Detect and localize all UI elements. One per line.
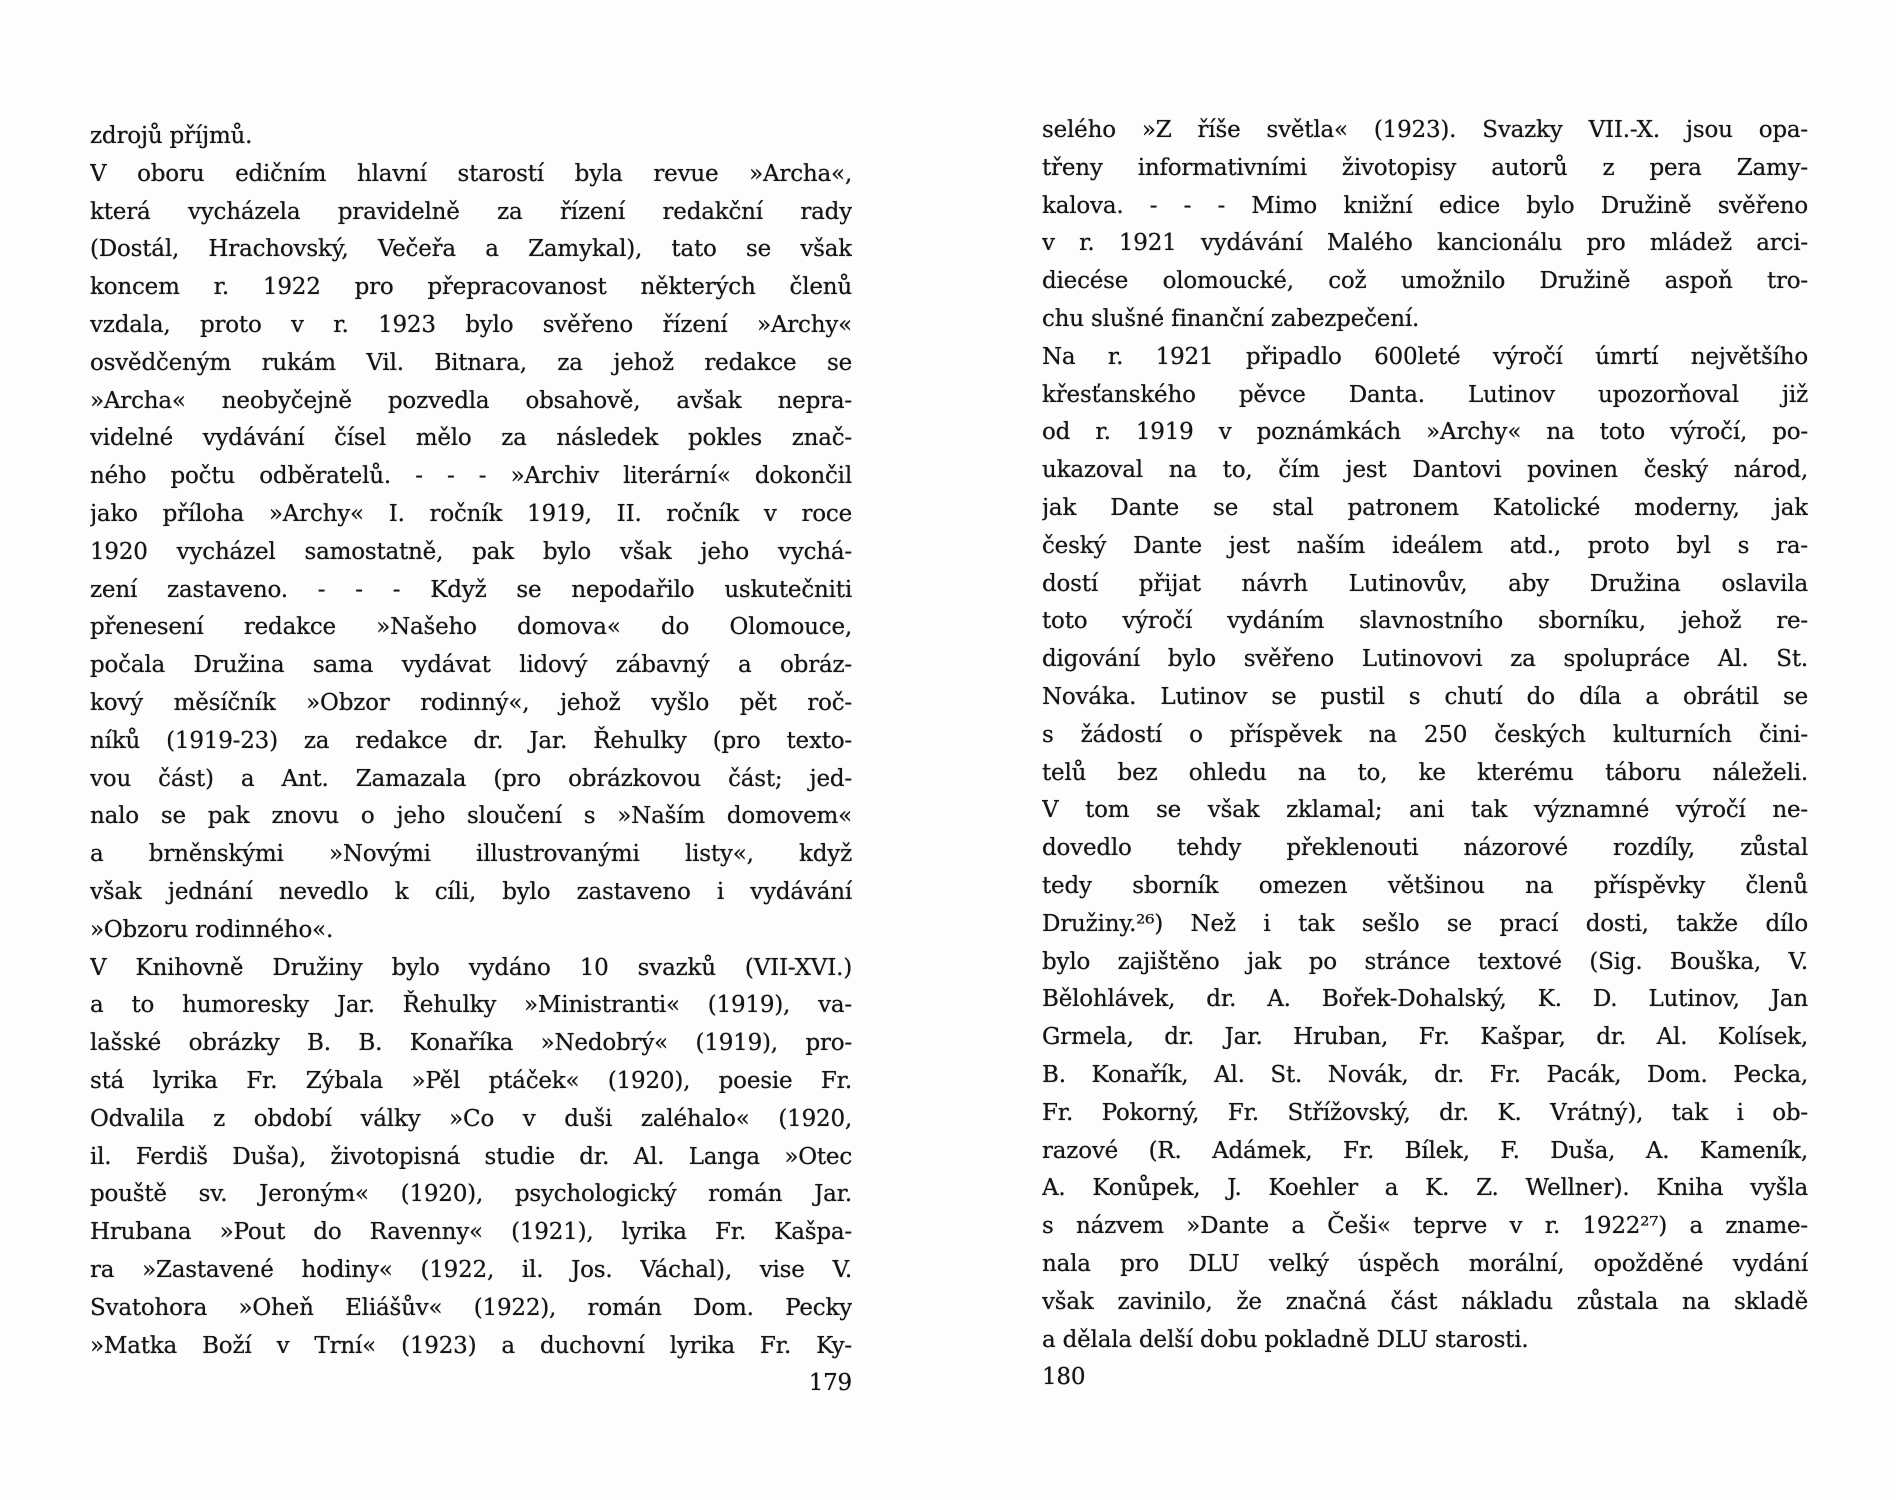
text-line: český Dante jest naším ideálem atd., proto byl s ra-: [1042, 532, 1808, 559]
text-line: 1920 vycházel samostatně, pak bylo však jeho vychá-: [90, 538, 852, 565]
text-line: od r. 1919 v poznámkách »Archy« na toto výročí, po-: [1042, 419, 1808, 446]
text-line: Bělohlávek, dr. A. Bořek-Dohalský, K. D. Lutinov, Jan: [1042, 986, 1808, 1013]
text-line: toto výročí vydáním slavnostního sborníku, jehož re-: [1042, 608, 1808, 635]
page-number: 179: [808, 1370, 852, 1397]
text-line: chu slušné finanční zabezpečení.: [1042, 305, 1420, 332]
text-line: s názvem »Dante a Češi« teprve v r. 1922²⁷) a zname-: [1042, 1213, 1808, 1240]
text-line: bylo zajištěno jak po stránce textové (Sig. Bouška, V.: [1042, 948, 1808, 975]
text-line: pouště sv. Jeroným« (1920), psychologický román Jar.: [90, 1181, 852, 1208]
text-line: kový měsíčník »Obzor rodinný«, jehož vyšlo pět roč-: [90, 689, 852, 716]
text-line: zdrojů příjmů.: [90, 123, 253, 149]
text-line: třeny informativními životopisy autorů z pera Zamy-: [1042, 154, 1808, 181]
text-line: s žádostí o příspěvek na 250 českých kulturních čini-: [1042, 721, 1808, 748]
text-line: razové (R. Adámek, Fr. Bílek, F. Duša, A. Kameník,: [1042, 1137, 1808, 1164]
book-page-179: [90, 118, 852, 1403]
text-line: zení zastaveno. - - - Když se nepodařilo uskutečniti: [90, 576, 852, 603]
text-line: níků (1919-23) za redakce dr. Jar. Řehulky (pro texto-: [90, 727, 852, 754]
text-line: a dělala delší dobu pokladně DLU starosti.: [1042, 1326, 1529, 1353]
text-line: ného počtu odběratelů. - - - »Archiv literární« dokončil: [90, 463, 852, 490]
text-line: »Matka Boží v Trní« (1923) a duchovní lyrika Fr. Ky-: [90, 1332, 852, 1359]
text-line: však zavinilo, že značná část nákladu zůstala na skladě: [1042, 1288, 1808, 1315]
text-line: koncem r. 1922 pro přepracovanost některých členů: [90, 274, 852, 301]
text-line: lašské obrázky B. B. Konaříka »Nedobrý« (1919), pro-: [90, 1030, 852, 1057]
text-line: tedy sborník omezen většinou na příspěvky členů: [1042, 872, 1808, 899]
text-line: Fr. Pokorný, Fr. Střížovský, dr. K. Vrátný), tak i ob-: [1042, 1099, 1808, 1126]
text-line: Nováka. Lutinov se pustil s chutí do díla a obrátil se: [1042, 683, 1808, 710]
text-line: videlné vydávání čísel mělo za následek pokles znač-: [90, 425, 852, 452]
text-line: jako příloha »Archy« I. ročník 1919, II. ročník v roce: [90, 500, 852, 527]
text-line: nalo se pak znovu o jeho sloučení s »Naším domovem«: [90, 803, 852, 830]
text-line: selého »Z říše světla« (1923). Svazky VII.-X. jsou opa-: [1042, 117, 1808, 143]
text-line: kalova. - - - Mimo knižní edice bylo Družině svěřeno: [1042, 192, 1808, 219]
text-line: vou část) a Ant. Zamazala (pro obrázkovou část; jed-: [90, 765, 852, 792]
text-line: V Knihovně Družiny bylo vydáno 10 svazků (VII-XVI.): [90, 954, 852, 981]
text-line: a to humoresky Jar. Řehulky »Ministranti« (1919), va-: [90, 992, 852, 1019]
text-line: Odvalila z období války »Co v duši zaléhalo« (1920,: [90, 1105, 852, 1132]
text-line: osvědčeným rukám Vil. Bitnara, za jehož redakce se: [90, 349, 852, 376]
text-line: nala pro DLU velký úspěch morální, opožděné vydání: [1042, 1250, 1808, 1277]
text-line: V oboru edičním hlavní starostí byla revue »Archa«,: [90, 160, 852, 187]
text-line: Hrubana »Pout do Ravenny« (1921), lyrika Fr. Kašpa-: [90, 1219, 852, 1246]
text-line: dovedlo tehdy překlenouti názorové rozdíly, zůstal: [1042, 835, 1808, 862]
text-line: ukazoval na to, čím jest Dantovi povinen český národ,: [1042, 457, 1808, 484]
text-line: B. Konařík, Al. St. Novák, dr. Fr. Pacák, Dom. Pecka,: [1042, 1061, 1808, 1088]
text-line: přenesení redakce »Našeho domova« do Olomouce,: [90, 614, 852, 641]
text-line: (Dostál, Hrachovský, Večeřa a Zamykal), tato se však: [90, 236, 852, 263]
text-line: »Archa« neobyčejně pozvedla obsahově, avšak nepra-: [90, 387, 852, 414]
text-line: »Obzoru rodinného«.: [90, 916, 334, 943]
text-line: diecése olomoucké, což umožnilo Družině aspoň tro-: [1042, 268, 1808, 295]
text-line: stá lyrika Fr. Zýbala »Pěl ptáček« (1920), poesie Fr.: [90, 1067, 852, 1094]
text-line: Svatohora »Oheň Eliášův« (1922), román Dom. Pecky: [90, 1294, 852, 1321]
text-line: ra »Zastavené hodiny« (1922, il. Jos. Váchal), vise V.: [90, 1256, 852, 1283]
text-line: il. Ferdiš Duša), životopisná studie dr. Al. Langa »Otec: [90, 1143, 852, 1170]
text-line: však jednání nevedlo k cíli, bylo zastaveno i vydávání: [90, 878, 852, 905]
text-line: a brněnskými »Novými illustrovanými listy«, když: [90, 841, 852, 868]
book-page-180: [1042, 112, 1808, 1397]
text-line: Na r. 1921 připadlo 600leté výročí úmrtí největšího: [1042, 343, 1808, 370]
text-line: která vycházela pravidelně za řízení redakční rady: [90, 198, 852, 225]
text-line: vzdala, proto v r. 1923 bylo svěřeno řízení »Archy«: [90, 311, 852, 338]
text-line: A. Konůpek, J. Koehler a K. Z. Wellner). Kniha vyšla: [1042, 1175, 1808, 1202]
text-line: v r. 1921 vydávání Malého kancionálu pro mládež arci-: [1042, 230, 1808, 257]
text-line: V tom se však zklamal; ani tak významné výročí ne-: [1042, 797, 1808, 824]
text-line: Grmela, dr. Jar. Hruban, Fr. Kašpar, dr. Al. Kolísek,: [1042, 1024, 1808, 1051]
text-line: jak Dante se stal patronem Katolické moderny, jak: [1042, 494, 1808, 521]
text-line: dostí přijat návrh Lutinovův, aby Družina oslavila: [1042, 570, 1808, 597]
page-number: 180: [1042, 1364, 1086, 1391]
text-line: počala Družina sama vydávat lidový zábavný a obráz-: [90, 652, 852, 679]
text-line: Družiny.²⁶) Než i tak sešlo se prací dosti, takže dílo: [1042, 910, 1808, 937]
text-line: křesťanského pěvce Danta. Lutinov upozorňoval již: [1042, 381, 1808, 408]
page-180-text-column: [1042, 112, 1808, 1359]
text-line: digování bylo svěřeno Lutinovovi za spolupráce Al. St.: [1042, 646, 1808, 673]
text-line: telů bez ohledu na to, ke kterému táboru náleželi.: [1042, 759, 1808, 786]
page-179-text-column: [90, 118, 852, 1365]
